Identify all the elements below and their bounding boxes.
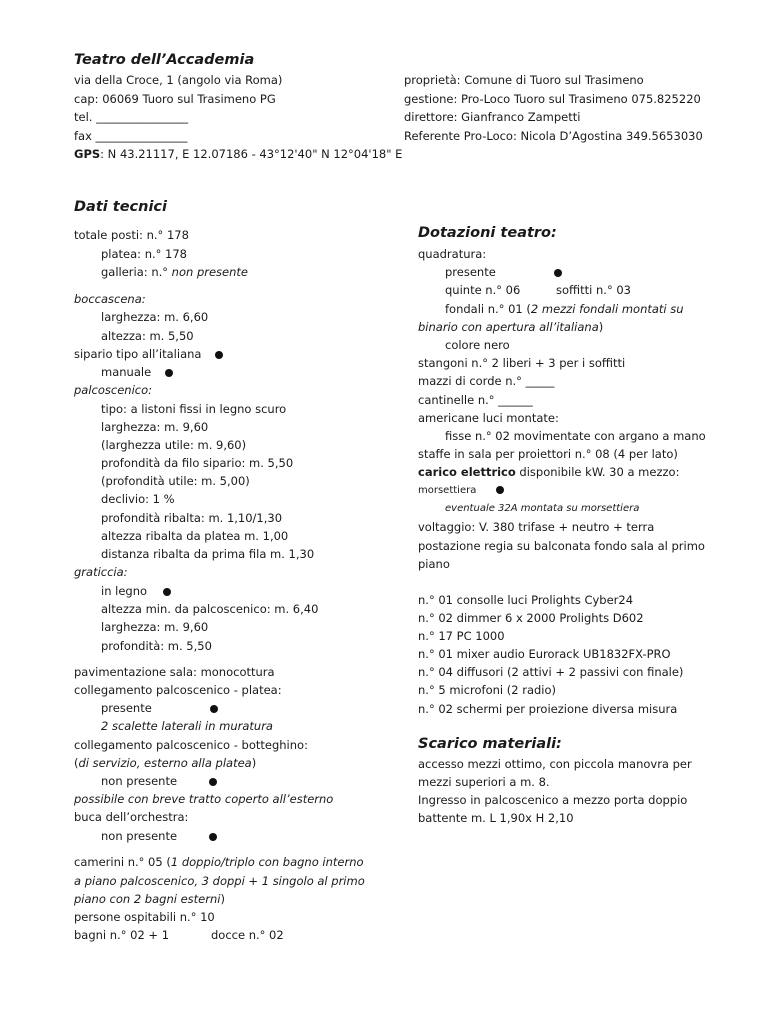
presente-label: presente (445, 265, 496, 279)
equip-item: n.° 04 diffusori (2 attivi + 2 passivi con finale) (418, 665, 684, 679)
address: via della Croce, 1 (angolo via Roma) (74, 73, 283, 87)
docce: docce n.° 02 (211, 928, 284, 942)
palco-distanza-ribalta: distanza ribalta da prima fila m. 1,30 (101, 547, 315, 561)
bullet-dot (496, 486, 504, 494)
pavimentazione: pavimentazione sala: monocottura (74, 665, 275, 679)
equip-item: n.° 02 dimmer 6 x 2000 Prolights D602 (418, 611, 644, 625)
galleria-value: non presente (171, 265, 248, 279)
manuale (101, 363, 173, 381)
bullet-dot (210, 705, 218, 713)
possibile: possibile con breve tratto coperto all’esterno (74, 792, 334, 806)
sipario (74, 345, 223, 363)
collegamento-platea: collegamento palcoscenico - platea: (74, 683, 282, 697)
quinte: quinte n.° 06 (445, 283, 521, 297)
direttore: direttore: Gianfranco Zampetti (404, 110, 581, 124)
colore: colore nero (445, 338, 510, 352)
non-presente-label: non presente (101, 829, 178, 843)
servizio-text: di servizio, esterno alla platea (78, 756, 252, 770)
fondali-detail-2: binario con apertura all’italiana (418, 320, 599, 334)
persone-ospitabili: persone ospitabili n.° 10 (74, 910, 215, 924)
galleria (101, 263, 248, 281)
morsettiera (418, 482, 504, 500)
dati-tecnici-title: Dati tecnici (74, 199, 167, 215)
graticcia-altezza-min: altezza min. da palcoscenico: m. 6,40 (101, 602, 319, 616)
boccascena: boccascena: (74, 292, 146, 306)
scarico-line-3: Ingresso in palcoscenico a mezzo porta doppio (418, 793, 688, 807)
bagni: bagni n.° 02 + 1 (74, 928, 170, 942)
sipario-label: sipario tipo all’italiana (74, 347, 202, 361)
soffitti: soffitti n.° 03 (556, 283, 631, 297)
paren-close: ) (598, 320, 604, 334)
paren-close: ) (220, 892, 225, 906)
gps (74, 145, 402, 163)
palco-profondita-ribalta: profondità ribalta: m. 1,10/1,30 (101, 511, 283, 525)
equip-item: n.° 01 mixer audio Eurorack UB1832FX-PRO (418, 647, 671, 661)
equip-item: n.° 02 schermi per proiezione diversa misura (418, 702, 678, 716)
gps-label: GPS (74, 147, 101, 161)
bullet-dot (209, 833, 217, 841)
eventuale: eventuale 32A montata su morsettiera (445, 503, 640, 514)
theatre-title: Teatro dell’Accademia (74, 52, 255, 68)
voltaggio: voltaggio: V. 380 trifase + neutro + terra (418, 520, 655, 534)
gestione: gestione: Pro-Loco Tuoro sul Trasimeno 075.825220 (404, 92, 701, 106)
in-legno-label: in legno (101, 584, 148, 598)
fisse: fisse n.° 02 movimentate con argano a mano (445, 429, 706, 443)
collegamento-presente (101, 699, 218, 717)
postazione-regia-1: postazione regia su balconata fondo sala al primo (418, 539, 705, 553)
fondali-count: fondali n.° 01 ( (445, 302, 531, 316)
palcoscenico: palcoscenico: (74, 383, 153, 397)
graticcia-in-legno (101, 582, 171, 600)
collegamento-botteghino: collegamento palcoscenico - botteghino: (74, 738, 308, 752)
manuale-label: manuale (101, 365, 152, 379)
gps-value: : N 43.21117, E 12.07186 - 43°12'40" N 12°04'18" E (100, 147, 403, 161)
palco-profondita-utile: (profondità utile: m. 5,00) (101, 474, 250, 488)
presente-label: presente (101, 701, 152, 715)
fax: fax ________________ (74, 129, 188, 143)
graticcia-profondita: profondità: m. 5,50 (101, 639, 212, 653)
palco-profondita-filo: profondità da filo sipario: m. 5,50 (101, 456, 294, 470)
palco-larghezza: larghezza: m. 9,60 (101, 420, 209, 434)
non-presente-label: non presente (101, 774, 178, 788)
scarico-line-4: battente m. L 1,90x H 2,10 (418, 811, 574, 825)
stangoni: stangoni n.° 2 liberi + 3 per i soffitti (418, 356, 626, 370)
servizio (74, 754, 256, 772)
bullet-dot (163, 588, 171, 596)
tel: tel. ________________ (74, 110, 189, 124)
camerini-line-3 (74, 890, 225, 908)
scarico-line-1: accesso mezzi ottimo, con piccola manovra per (418, 757, 692, 771)
scarico-line-2: mezzi superiori a m. 8. (418, 775, 550, 789)
cap: cap: 06069 Tuoro sul Trasimeno PG (74, 92, 276, 106)
bullet-dot (554, 269, 562, 277)
fondali-detail: 2 mezzi fondali montati su (530, 302, 684, 316)
carico-label: carico elettrico (418, 465, 516, 479)
fondali-line-1 (445, 300, 684, 318)
botteghino-non-presente (101, 772, 217, 790)
bullet-dot (215, 351, 223, 359)
equip-item: n.° 5 microfoni (2 radio) (418, 683, 557, 697)
equip-item: n.° 17 PC 1000 (418, 629, 505, 643)
palco-tipo: tipo: a listoni fissi in legno scuro (101, 402, 287, 416)
paren-close: ) (251, 756, 257, 770)
camerini-line-2: a piano palcoscenico, 3 doppi + 1 singolo al primo (74, 874, 365, 888)
buca-non-presente (101, 827, 217, 845)
palco-larghezza-utile: (larghezza utile: m. 9,60) (101, 438, 247, 452)
mazzi-corde: mazzi di corde n.° _____ (418, 374, 555, 388)
carico-value: disponibile kW. 30 a mezzo: (515, 465, 680, 479)
dotazioni-title: Dotazioni teatro: (418, 225, 557, 241)
bullet-dot (165, 369, 173, 377)
scarico-title: Scarico materiali: (418, 736, 562, 752)
graticcia-larghezza: larghezza: m. 9,60 (101, 620, 209, 634)
quadratura: quadratura: (418, 247, 487, 261)
graticcia: graticcia: (74, 565, 128, 579)
fondali-line-2 (418, 318, 603, 336)
galleria-label: galleria: n.° (101, 265, 172, 279)
camerini-detail-1: 1 doppio/triplo con bagno interno (170, 855, 364, 869)
totale-posti: totale posti: n.° 178 (74, 228, 189, 242)
palco-altezza-ribalta: altezza ribalta da platea m. 1,00 (101, 529, 289, 543)
scalette: 2 scalette laterali in muratura (101, 719, 273, 733)
buca-orchestra: buca dell’orchestra: (74, 810, 189, 824)
bullet-dot (209, 778, 217, 786)
morsettiera-label: morsettiera (418, 485, 477, 496)
staffe: staffe in sala per proiettori n.° 08 (4 per lato) (418, 447, 678, 461)
carico-elettrico (418, 463, 679, 481)
platea: platea: n.° 178 (101, 247, 188, 261)
quadratura-presente (445, 263, 562, 281)
equip-item: n.° 01 consolle luci Prolights Cyber24 (418, 593, 634, 607)
cantinelle: cantinelle n.° ______ (418, 393, 533, 407)
camerini-detail-3: piano con 2 bagni esterni (74, 892, 221, 906)
paren-open: ( (74, 756, 79, 770)
palco-declivio: declivio: 1 % (101, 492, 175, 506)
boccascena-larghezza: larghezza: m. 6,60 (101, 310, 209, 324)
americane: americane luci montate: (418, 411, 559, 425)
boccascena-altezza: altezza: m. 5,50 (101, 329, 194, 343)
proprieta: proprietà: Comune di Tuoro sul Trasimeno (404, 73, 644, 87)
postazione-regia-2: piano (418, 557, 450, 571)
referente: Referente Pro-Loco: Nicola D’Agostina 349.5653030 (404, 129, 703, 143)
camerini-count: camerini n.° 05 ( (74, 855, 171, 869)
camerini-line-1 (74, 853, 364, 871)
